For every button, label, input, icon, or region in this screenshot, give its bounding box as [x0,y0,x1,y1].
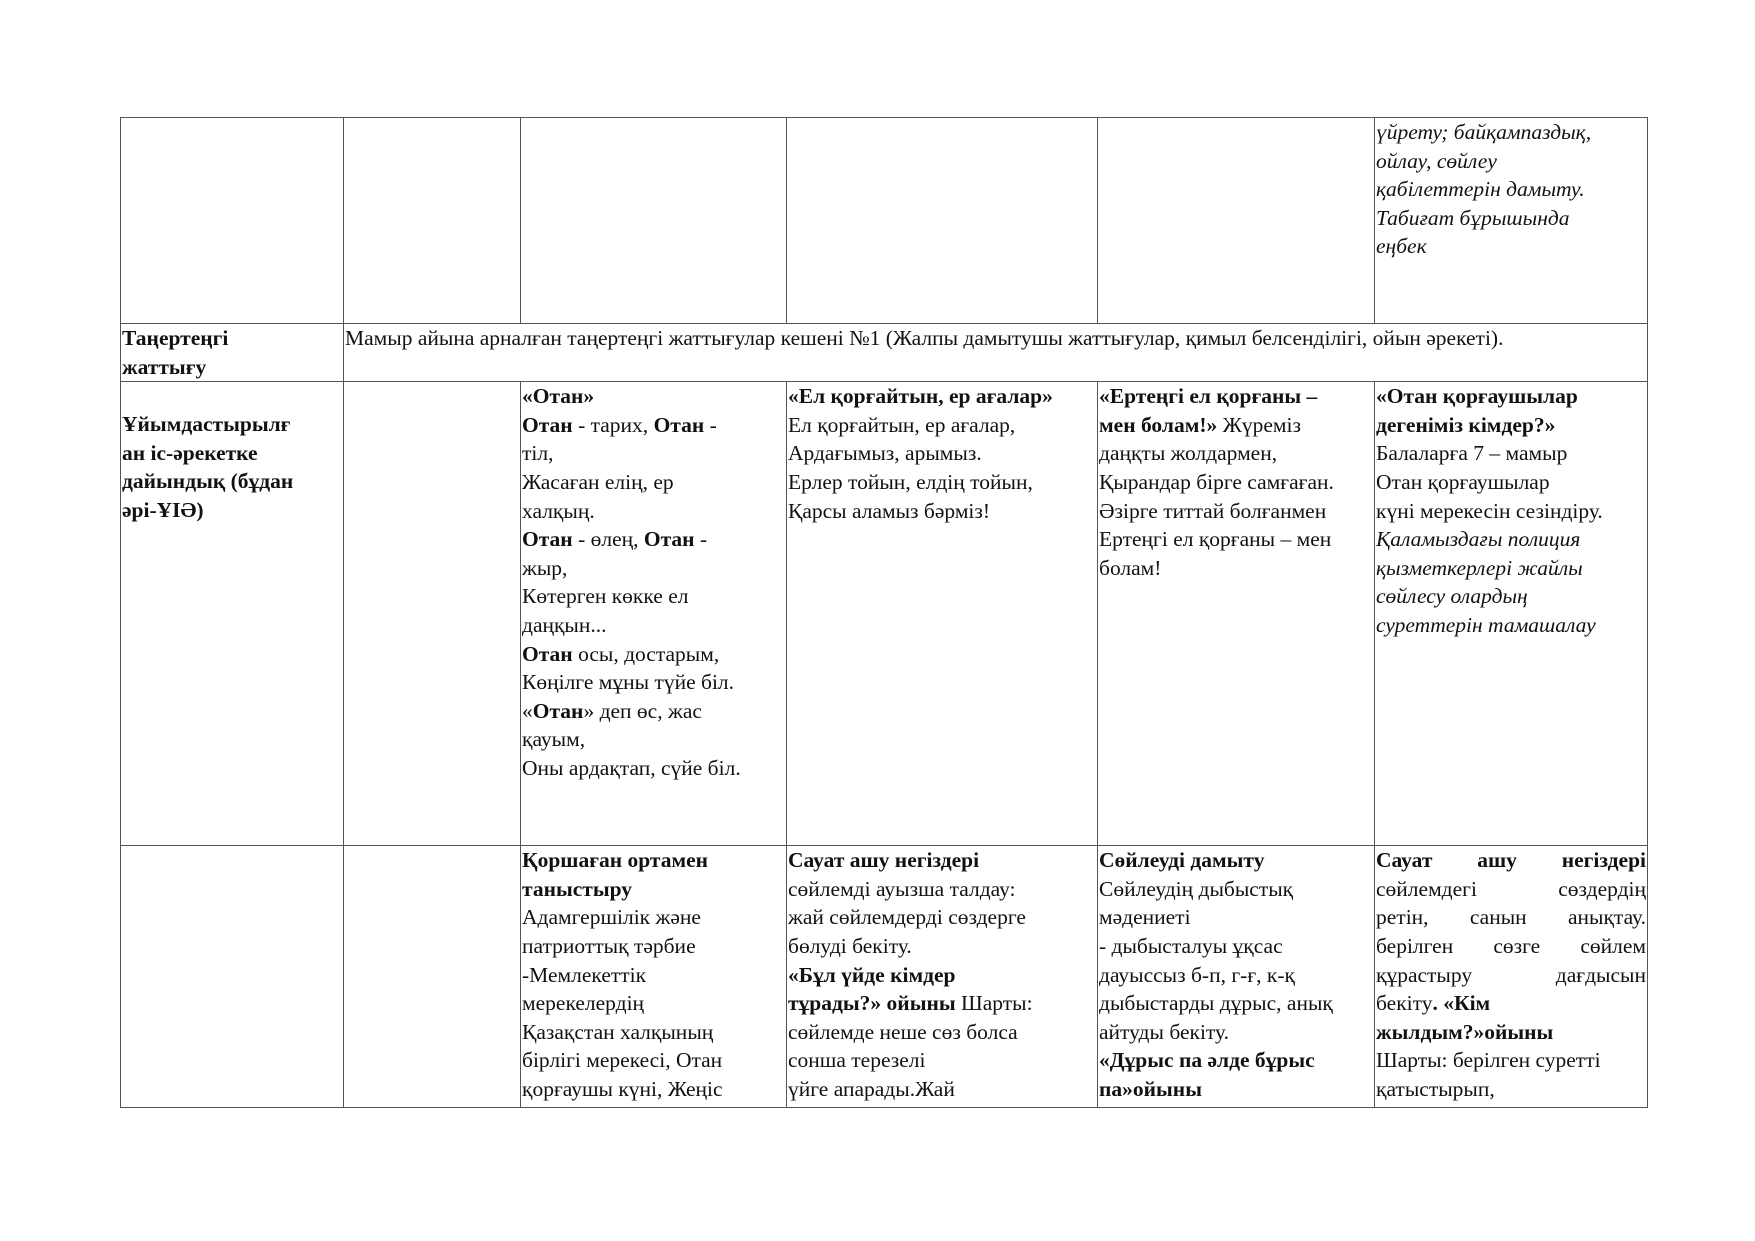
poem-line: даңқты жолдармен, [1099,441,1278,466]
text-line: дыбыстарды дұрыс, анық [1099,991,1333,1016]
poem-line: Отан - өлең, Отан - [522,527,708,552]
row-label-preparation [121,382,344,846]
text-line: жай сөйлемдерді сөздерге [788,905,1026,930]
poem-line: Көңілге мұны түйе біл. [522,670,735,695]
poem-line: Ардағымыз, арымыз. [788,441,982,466]
poem-line: жыр, [522,555,568,580]
poem-line: «Отан» деп өс, жас [522,698,702,723]
label-line: Ұйымдастырылғ [122,412,291,437]
poem-line: тіл, [522,441,554,466]
text-line: - дыбысталуы ұқсас [1099,933,1283,958]
text-line: берілген сөзге сөйлем [1376,933,1646,958]
activity-title: дегеніміз кімдер?» [1376,412,1556,437]
plan-table [120,117,1648,1108]
cell-empty [1098,118,1375,324]
text-line: Шарты: берілген суретті [1376,1048,1601,1073]
cell-empty [121,118,344,324]
game-title: «Дұрыс па әлде бұрыс [1099,1048,1315,1073]
text-line: Сөйлеудің дыбыстық [1099,876,1294,901]
text-line: Қаламыздағы полиция [1376,527,1581,552]
poem-el-qorgaitin [787,382,1098,846]
text-line: бірлігі мерекесі, Отан [522,1048,723,1073]
poem-line: халқың. [522,498,595,523]
text-line: үйге апарады.Жай [788,1076,955,1101]
text-line: қорғаушы күні, Жеңіс [522,1076,723,1101]
lesson-speech [1098,846,1375,1108]
poem-line: Көтерген көкке ел [522,584,689,609]
poem-ertengi-el [1098,382,1375,846]
text-line: сонша терезелі [788,1048,926,1073]
game-title: жылдым?»ойыны [1376,1019,1554,1044]
cell-empty [521,118,787,324]
poem-line: Ерлер тойын, елдің тойын, [788,469,1033,494]
text-line: сөйлемде неше сөз болса [788,1019,1018,1044]
morning-exercise-text [344,324,1648,382]
poem-line: Қарсы аламыз бәрміз! [788,498,991,523]
lesson-title: Сауат ашу негіздері [788,848,980,873]
text-line: дауыссыз б-п, г-ғ, к-қ [1099,962,1295,987]
text-line: мәдениеті [1099,905,1191,930]
game-title: тұрады?» ойыны Шарты: [788,991,1033,1016]
activity-otan-qorgaushylar [1375,382,1648,846]
text-line: мерекелердің [522,991,645,1016]
lesson-environment [521,846,787,1108]
text-line: -Мемлекеттік [522,962,647,987]
text-line: Адамгершілік және [522,905,701,930]
poem-line: Қырандар бірге самғаған. [1099,469,1334,494]
row-label-morning-exercise [121,324,344,382]
text-line: ретін, санын анықтау. [1376,905,1646,930]
poem-otan [521,382,787,846]
lesson-literacy-2 [1375,846,1648,1108]
text-line: еңбек [1376,234,1427,259]
label-line: ан іс-әрекетке [122,440,258,465]
text-line: сөйлесу олардың [1376,584,1528,609]
lesson-title: таныстыру [522,876,633,901]
lesson-title: Сөйлеуді дамыту [1099,848,1265,873]
table-row [121,846,1648,1108]
label-line: дайындық (бұдан [122,469,294,494]
text-line: сөйлемдегі сөздердің [1376,876,1646,901]
lesson-literacy [787,846,1098,1108]
exercise-description: Мамыр айына арналған таңертеңгі жаттығулар кешені №1 (Жалпы дамытушы жаттығулар, қимыл белсенділігі, ойын әрекеті). [345,326,1504,350]
text-line: үйрету; байқампаздық, [1376,120,1592,144]
cell-empty [344,846,521,1108]
label-line: жаттығу [122,354,207,379]
cell-empty [121,846,344,1108]
game-title: па»ойыны [1099,1076,1202,1101]
table-row [121,118,1648,324]
text-line: бөлуді бекіту. [788,933,912,958]
poem-title: «Отан» [522,384,595,409]
cell-empty [344,382,521,846]
text-line: Қазақстан халқының [522,1019,714,1044]
text-line: ойлау, сөйлеу [1376,148,1497,173]
cell-row1-col6 [1375,118,1648,324]
poem-title: «Ел қорғайтын, ер ағалар» [788,384,1053,409]
poem-line: Отан - тарих, Отан - [522,412,717,437]
text-line: қабілеттерін дамыту. [1376,177,1585,202]
lesson-title: Сауат ашу негіздері [1376,848,1646,873]
cell-empty [344,118,521,324]
label-line: Таңертеңгі [122,326,229,350]
poem-line: қауым, [522,727,586,752]
activity-title: «Отан қорғаушылар [1376,384,1578,409]
text-line: Отан қорғаушылар [1376,469,1550,494]
text-line: айтуды бекіту. [1099,1019,1230,1044]
text-line: күні мерекесін сезіндіру. [1376,498,1603,523]
lesson-title: Қоршаған ортамен [522,848,709,873]
table-row [121,382,1648,846]
poem-line: Отан осы, достарым, [522,641,720,666]
text-line: патриоттық тәрбие [522,933,696,958]
text-line: қатыстырып, [1376,1076,1495,1101]
poem-title: «Ертеңгі ел қорғаны – [1099,384,1318,409]
poem-line: даңқын... [522,612,607,637]
cell-empty [787,118,1098,324]
label-line: әрі-ҰІӘ) [122,497,204,522]
game-title: «Бұл үйде кімдер [788,962,956,987]
poem-line: болам! [1099,555,1162,580]
poem-line: Ел қорғайтын, ер ағалар, [788,412,1016,437]
text-line: Балаларға 7 – мамыр [1376,441,1568,466]
table-row [121,324,1648,382]
text-line: бекіту. «Кім [1376,991,1491,1016]
poem-line: Әзірге титтай болғанмен [1099,498,1327,523]
poem-line: Оны ардақтап, сүйе біл. [522,755,741,780]
text-line: Табиғат бұрышында [1376,205,1570,230]
poem-line: Жасаған елің, ер [522,469,674,494]
text-line: құрастыру дағдысын [1376,962,1646,987]
text-line: сөйлемді ауызша талдау: [788,876,1016,901]
poem-line: Ертеңгі ел қорғаны – мен [1099,527,1332,552]
text-line: қызметкерлері жайлы [1376,555,1583,580]
text-line: суреттерін тамашалау [1376,612,1596,637]
poem-line: мен болам!» Жүреміз [1099,412,1302,437]
